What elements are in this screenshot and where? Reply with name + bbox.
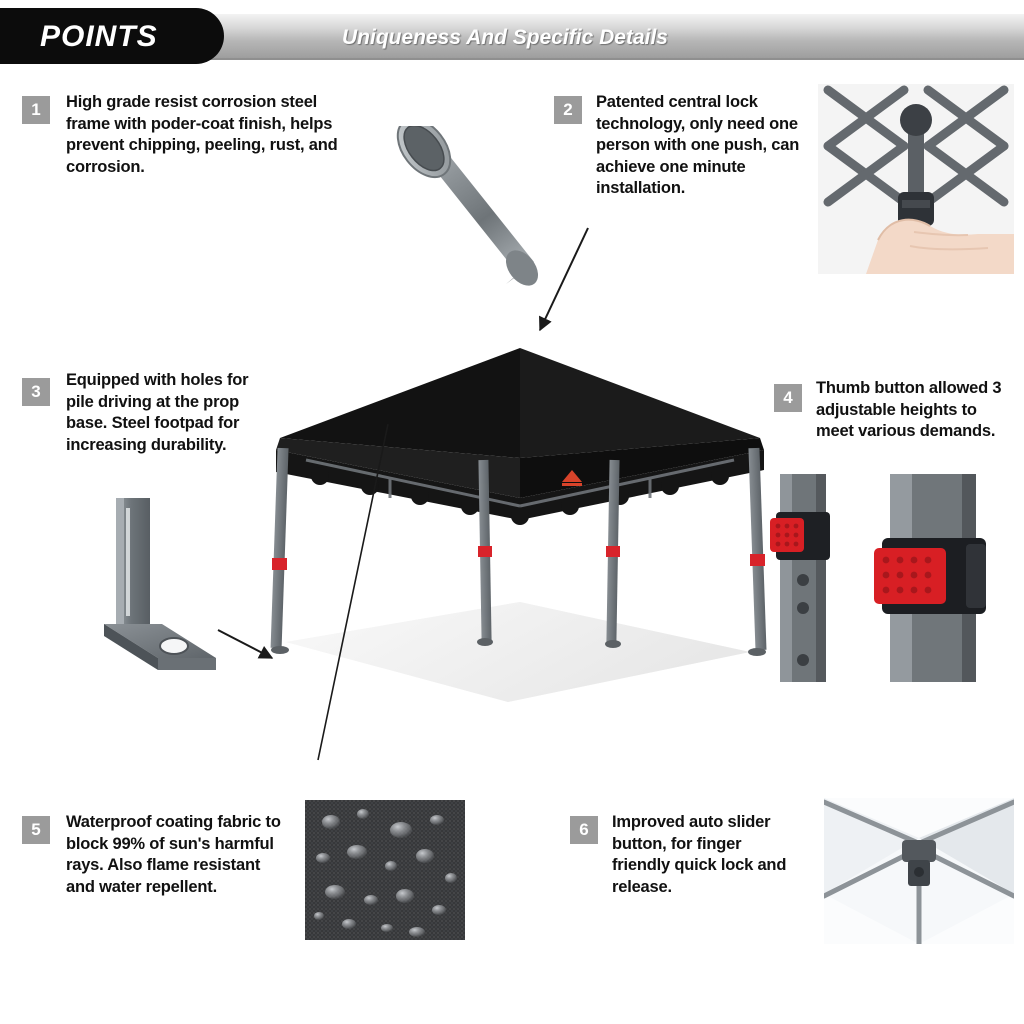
point-2-text: Patented central lock technology, only need one person with one push, can achieve one minute installation. — [596, 93, 800, 197]
waterproof-fabric-swatch — [305, 800, 465, 940]
steel-tube-photo — [386, 126, 546, 296]
point-2-number: 2 — [554, 96, 582, 124]
point-6-number: 6 — [570, 816, 598, 844]
arrow-point2 — [540, 228, 588, 330]
point-3-number: 3 — [22, 378, 50, 406]
point-6-text: Improved auto slider button, for finger friendly quick lock and release. — [612, 813, 787, 896]
auto-slider-photo — [824, 798, 1014, 944]
header-subtitle: Uniqueness And Specific Details — [342, 26, 668, 49]
pop-up-canopy-tent-illustration — [190, 330, 810, 750]
point-4-number: 4 — [774, 384, 802, 412]
point-1-number: 1 — [22, 96, 50, 124]
point-3-text: Equipped with holes for pile driving at the prop base. Steel footpad for increasing durability. — [66, 371, 249, 454]
point-5-number: 5 — [22, 816, 50, 844]
point-5-text: Waterproof coating fabric to block 99% of sun's harmful rays. Also flame resistant and water repellent. — [66, 813, 281, 896]
point-4-text: Thumb button allowed 3 adjustable heights to meet various demands. — [816, 379, 1002, 440]
page-header — [0, 0, 1024, 68]
point-1-text: High grade resist corrosion steel frame with poder-coat finish, helps prevent chipping, peeling, rust, and corrosion. — [66, 93, 338, 176]
header-badge-label: POINTS — [40, 20, 158, 53]
central-lock-photo — [818, 84, 1014, 274]
